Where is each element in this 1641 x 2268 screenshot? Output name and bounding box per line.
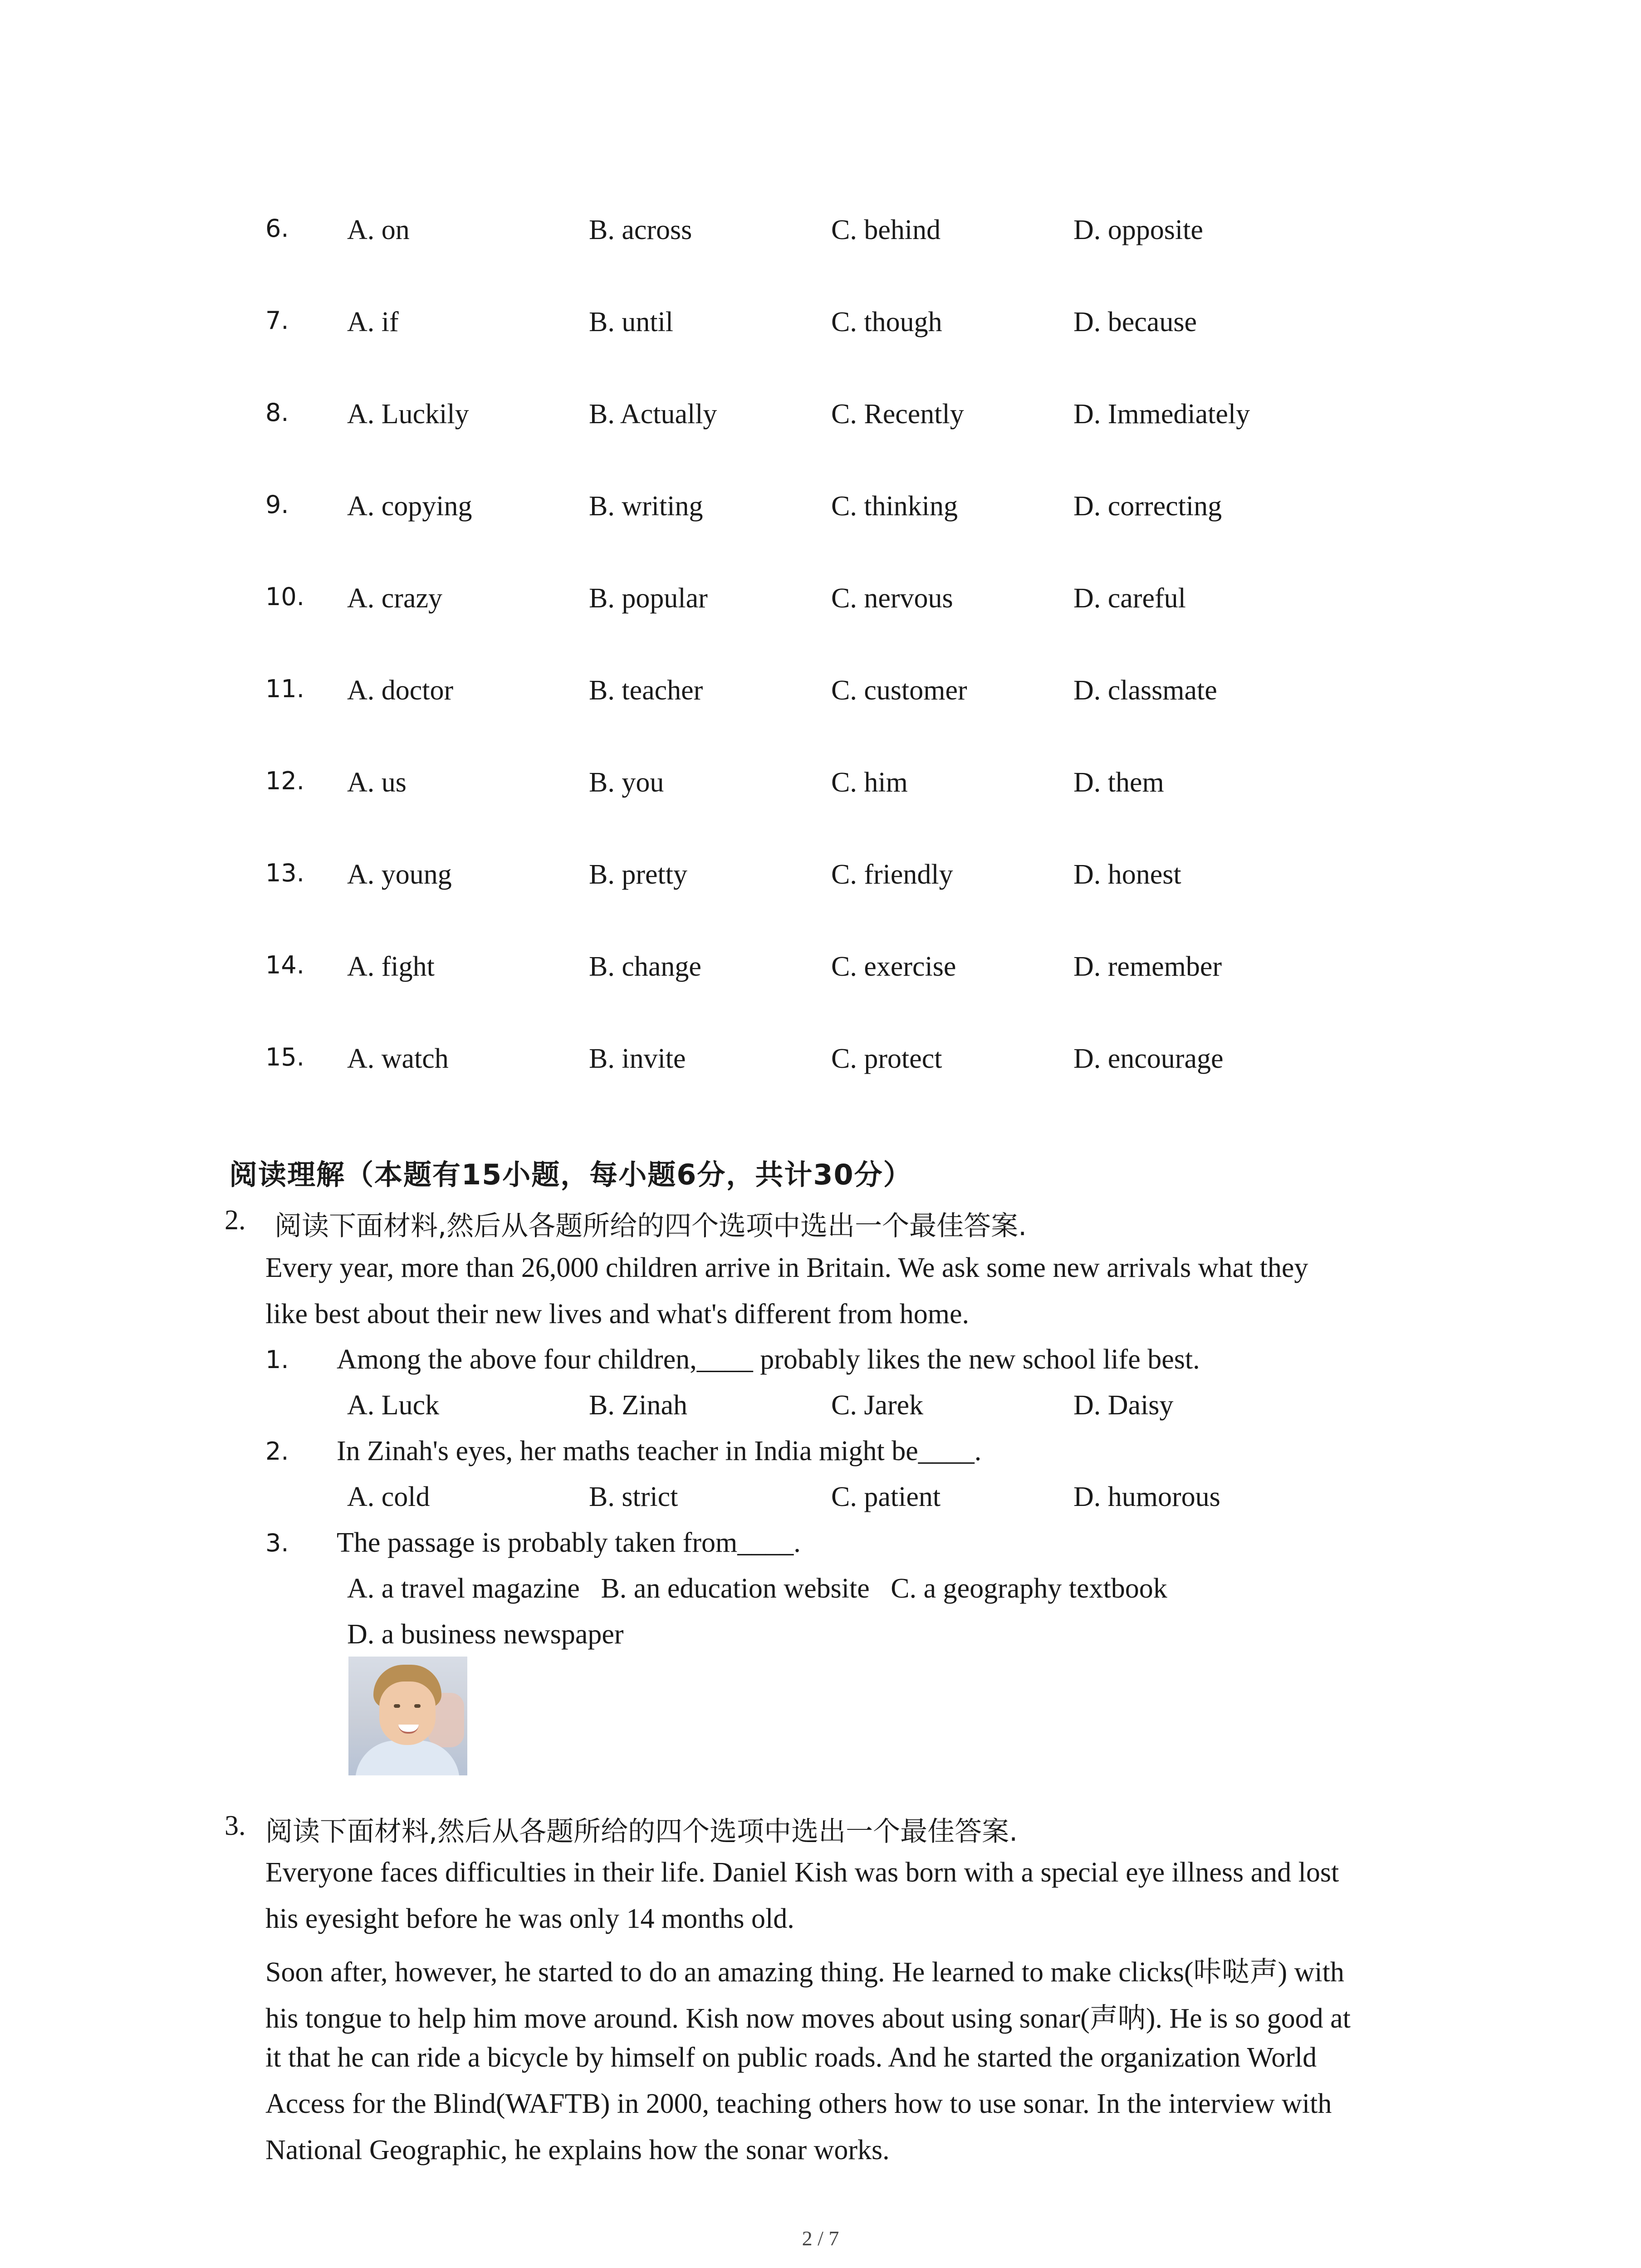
option-c: C. protect <box>831 1043 942 1074</box>
option-row <box>0 767 1641 812</box>
question-number: 2. <box>225 1205 246 1236</box>
options-line: A. a travel magazine B. an education website C. a geography textbook <box>347 1573 1167 1604</box>
option-row <box>0 398 1641 444</box>
item-number: 11. <box>265 675 304 703</box>
option-c: C. Jarek <box>831 1390 924 1421</box>
option-a: A. young <box>347 859 452 890</box>
passage-line: Everyone faces difficulties in their life. Daniel Kish was born with a special eye illness and lost <box>265 1857 1339 1888</box>
option-b: B. invite <box>589 1043 686 1074</box>
sub-question-text: Among the above four children,____ probably likes the new school life best. <box>337 1344 1200 1375</box>
item-number: 12. <box>265 767 304 795</box>
boy-photo <box>348 1657 467 1775</box>
option-a: A. crazy <box>347 583 442 614</box>
option-d: D. remember <box>1073 951 1222 982</box>
option-d: D. classmate <box>1073 675 1217 706</box>
option-row <box>0 582 1641 628</box>
option-d: D. them <box>1073 767 1164 798</box>
option-row <box>0 675 1641 720</box>
option-row <box>0 306 1641 352</box>
option-row <box>0 214 1641 259</box>
option-b: B. Zinah <box>589 1390 687 1421</box>
option-a: A. us <box>347 767 407 798</box>
option-b: B. you <box>589 767 664 798</box>
option-c: C. him <box>831 767 908 798</box>
option-c: C. though <box>831 307 942 337</box>
page-number: 2 / 7 <box>802 2227 839 2250</box>
option-a: A. Luck <box>347 1390 440 1421</box>
option-d: D. Daisy <box>1073 1390 1174 1421</box>
option-d: D. Immediately <box>1073 399 1250 430</box>
option-a: A. Luckily <box>347 399 469 430</box>
option-row <box>0 951 1641 996</box>
sub-question-number: 3. <box>265 1529 289 1557</box>
option-d: D. humorous <box>1073 1481 1220 1512</box>
option-d: D. because <box>1073 307 1197 337</box>
option-b: B. pretty <box>589 859 687 890</box>
item-number: 6. <box>265 214 289 243</box>
option-row <box>0 490 1641 536</box>
question-number: 3. <box>225 1810 246 1841</box>
passage-line: his tongue to help him move around. Kish now moves about using sonar(声呐). He is so good at <box>265 2003 1351 2034</box>
option-c: C. behind <box>831 215 941 245</box>
sub-question-number: 2. <box>265 1437 289 1466</box>
option-d: D. honest <box>1073 859 1181 890</box>
question-instruction: 阅读下面材料,然后从各题所给的四个选项中选出一个最佳答案. <box>274 1210 1027 1242</box>
item-number: 10. <box>265 582 304 611</box>
question-instruction: 阅读下面材料,然后从各题所给的四个选项中选出一个最佳答案. <box>265 1816 1018 1848</box>
option-c: C. Recently <box>831 399 964 430</box>
option-a: A. doctor <box>347 675 454 706</box>
option-a: A. on <box>347 215 410 245</box>
option-d: D. encourage <box>1073 1043 1224 1074</box>
option-c: C. thinking <box>831 491 958 522</box>
option-d: D. opposite <box>1073 215 1203 245</box>
sub-question-number: 1. <box>265 1345 289 1374</box>
sub-question-text: The passage is probably taken from____. <box>337 1527 801 1558</box>
option-d: D. a business newspaper <box>347 1619 624 1650</box>
option-d: D. correcting <box>1073 491 1222 522</box>
option-c: C. friendly <box>831 859 953 890</box>
section-title: 阅读理解（本题有15小题，每小题6分，共计30分） <box>229 1158 912 1191</box>
option-d: D. careful <box>1073 583 1186 614</box>
option-b: B. across <box>589 215 692 245</box>
option-a: A. watch <box>347 1043 449 1074</box>
option-row <box>0 859 1641 904</box>
passage-line: Soon after, however, he started to do an amazing thing. He learned to make clicks(咔哒声) with <box>265 1957 1344 1988</box>
option-b: B. strict <box>589 1481 678 1512</box>
option-c: C. nervous <box>831 583 953 614</box>
item-number: 7. <box>265 306 289 335</box>
option-b: B. popular <box>589 583 708 614</box>
option-b: B. Actually <box>589 399 717 430</box>
item-number: 8. <box>265 398 289 427</box>
option-a: A. fight <box>347 951 435 982</box>
option-c: C. customer <box>831 675 967 706</box>
option-b: B. writing <box>589 491 703 522</box>
passage-line: like best about their new lives and what's different from home. <box>265 1299 969 1330</box>
item-number: 13. <box>265 859 304 887</box>
passage-line: it that he can ride a bicycle by himself on public roads. And he started the organization World <box>265 2042 1317 2073</box>
item-number: 9. <box>265 490 289 519</box>
item-number: 15. <box>265 1043 304 1071</box>
sub-question-text: In Zinah's eyes, her maths teacher in India might be____. <box>337 1436 982 1466</box>
item-number: 14. <box>265 951 304 979</box>
option-a: A. cold <box>347 1481 430 1512</box>
option-c: C. patient <box>831 1481 941 1512</box>
passage-line: National Geographic, he explains how the sonar works. <box>265 2135 890 2165</box>
option-a: A. if <box>347 307 399 337</box>
option-b: B. until <box>589 307 674 337</box>
option-row <box>0 1043 1641 1088</box>
passage-line: his eyesight before he was only 14 months old. <box>265 1903 794 1934</box>
option-a: A. copying <box>347 491 472 522</box>
passage-line: Access for the Blind(WAFTB) in 2000, teaching others how to use sonar. In the interview with <box>265 2088 1332 2119</box>
option-b: B. change <box>589 951 701 982</box>
option-b: B. teacher <box>589 675 703 706</box>
option-c: C. exercise <box>831 951 956 982</box>
passage-line: Every year, more than 26,000 children arrive in Britain. We ask some new arrivals what they <box>265 1252 1308 1283</box>
